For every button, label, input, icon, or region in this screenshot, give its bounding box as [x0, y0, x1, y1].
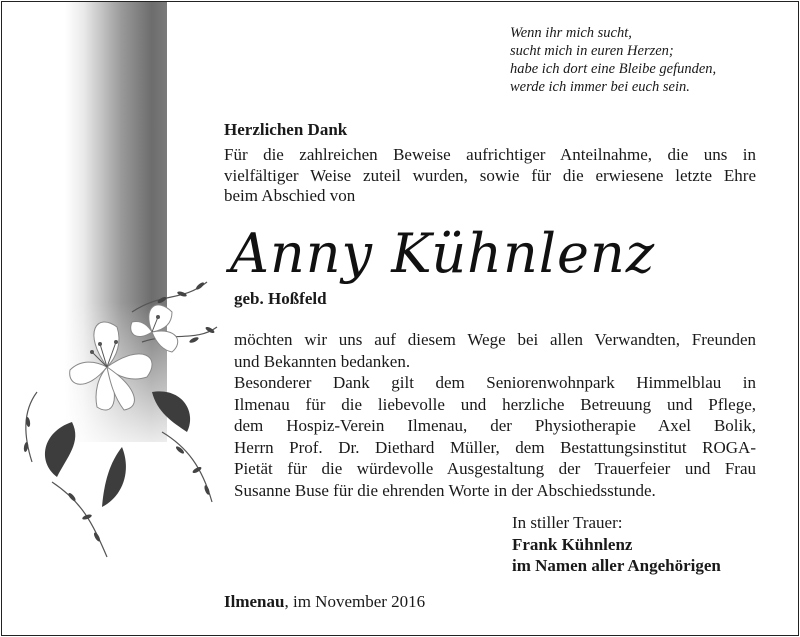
poem-line: sucht mich in euren Herzen;: [510, 43, 674, 59]
text-line: Für die zahlreichen Beweise aufrichtiger Anteilnahme, die uns in: [224, 145, 756, 164]
lily-flower-decoration: [12, 272, 227, 562]
on-behalf-line: im Namen aller Angehörigen: [512, 556, 721, 575]
text-line: und Bekannten bedanken.: [234, 351, 411, 371]
poem-verse: [510, 24, 716, 96]
poem-line: werde ich immer bei euch sein.: [510, 79, 690, 95]
text-line: möchten wir uns auf diesem Wege bei allen Verwandten, Freunden: [234, 330, 756, 349]
obituary-notice: [1, 1, 799, 636]
closing-intro: In stiller Trauer:: [512, 513, 623, 532]
place-city: Ilmenau: [224, 592, 285, 611]
text-line: Herrn Prof. Dr. Diethard Müller, dem Bestattungsinstitut ROGA-: [234, 437, 756, 457]
maiden-name: geb. Hoßfeld: [234, 289, 327, 308]
text-line: dem Hospiz-Verein Ilmenau, der Physiotherapie Axel Bolik,: [234, 416, 756, 435]
text-line: vielfältiger Weise zuteil wurden, sowie für die erwiesene letzte Ehre: [224, 165, 756, 185]
closing-signature: [512, 512, 721, 577]
place-date: , im November 2016: [284, 592, 426, 611]
text-line: Pietät für die würdevolle Ausgestaltung der Trauerfeier und Frau: [234, 459, 756, 478]
poem-line: Wenn ihr mich sucht,: [510, 25, 632, 41]
thanks-paragraph: [234, 329, 756, 501]
place-and-date: [224, 592, 425, 612]
deceased-name: Anny Kühnlenz: [230, 222, 656, 285]
poem-line: habe ich dort eine Bleibe gefunden,: [510, 61, 717, 77]
text-line: beim Abschied von: [224, 186, 356, 205]
signer-name: Frank Kühnlenz: [512, 534, 633, 554]
text-line: Ilmenau für die liebevolle und herzliche Betreuung und Pflege,: [234, 394, 756, 414]
intro-paragraph: [224, 145, 756, 207]
notice-heading: Herzlichen Dank: [224, 120, 348, 139]
text-line: Susanne Buse für die ehrenden Worte in der Abschiedsstunde.: [234, 480, 656, 500]
text-line: Besonderer Dank gilt dem Seniorenwohnpark Himmelblau in: [234, 373, 756, 392]
